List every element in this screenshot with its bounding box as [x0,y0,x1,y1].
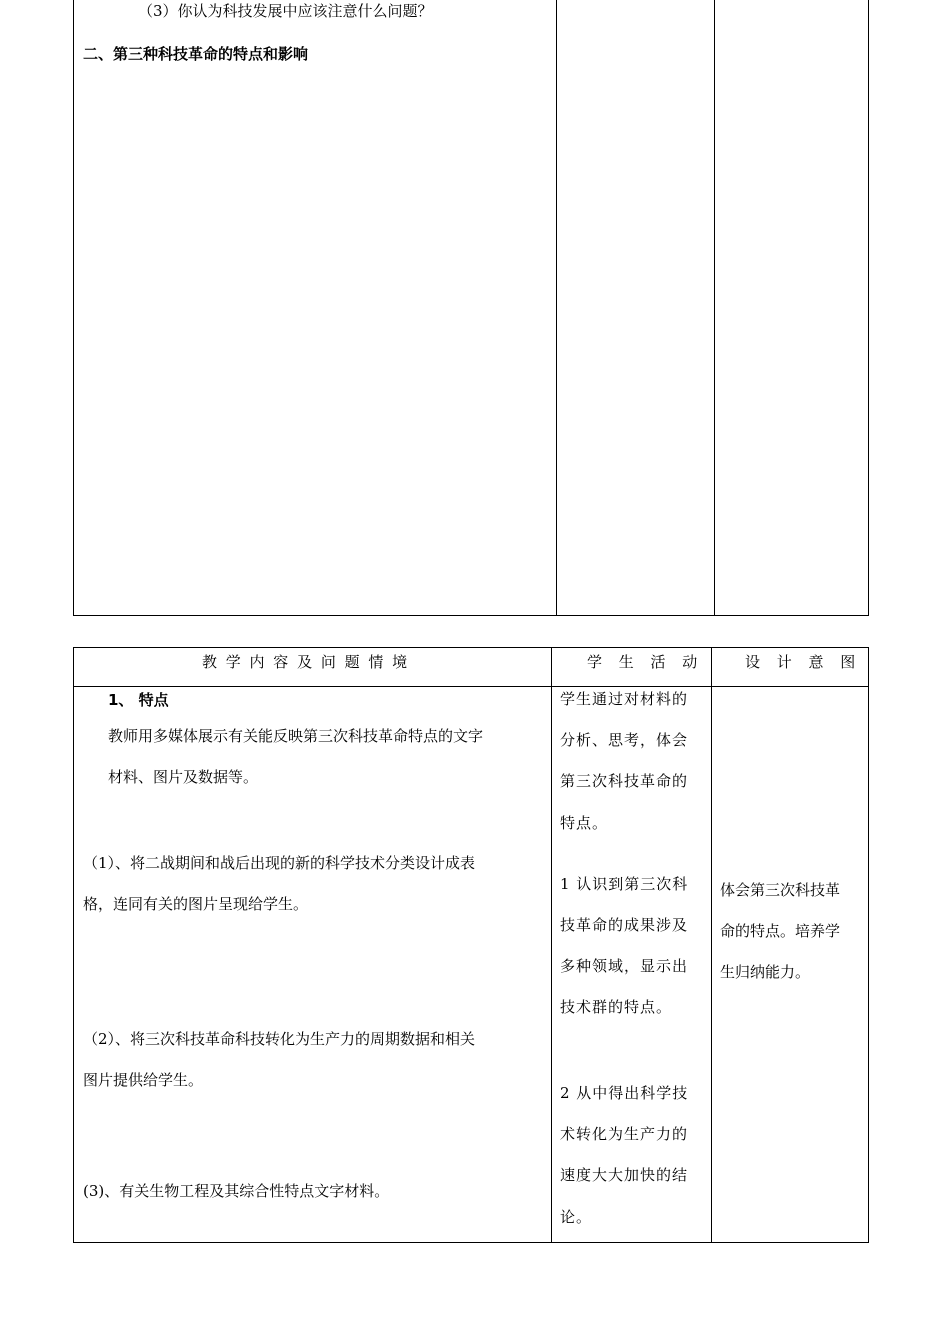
activity-line: 技术群的特点。 [560,998,673,1016]
activity-line: 多种领域，显示出 [560,957,689,975]
content-intro-line-1: 教师用多媒体展示有关能反映第三次科技革命特点的文字 [108,727,484,745]
lesson-table-header-divider [74,686,868,687]
header-design-intent: 设 计 意 图 [745,653,862,671]
content-item-1-line-2: 格，连同有关的图片呈现给学生。 [83,895,309,913]
activity-line: 特点。 [560,814,609,832]
section-2-heading: 二、第三种科技革命的特点和影响 [83,45,309,63]
design-intent-line: 生归纳能力。 [720,963,811,981]
activity-line: 2 从中得出科学技 [560,1084,689,1102]
top-table-col-divider-2 [714,0,715,615]
content-item-3-line-1: (3)、有关生物工程及其综合性特点文字材料。 [83,1182,390,1200]
lesson-table-col-divider-2 [711,648,712,1242]
header-student-activity: 学 生 活 动 [587,653,704,671]
design-intent-line: 体会第三次科技革 [720,881,841,899]
content-intro-line-2: 材料、图片及数据等。 [108,768,259,786]
activity-line: 分析、思考，体会 [560,731,689,749]
header-content: 教 学 内 容 及 问 题 情 境 [202,653,410,671]
activity-line: 术转化为生产力的 [560,1125,689,1143]
content-item-2-line-2: 图片提供给学生。 [83,1071,204,1089]
content-subheading: 1、 特点 [108,691,169,709]
content-item-2-line-1: （2）、将三次科技革命科技转化为生产力的周期数据和相关 [83,1030,476,1048]
activity-line: 论。 [560,1208,593,1226]
activity-line: 1 认识到第三次科 [560,875,689,893]
lesson-table-col-divider-1 [551,648,552,1242]
top-table [73,0,869,616]
lesson-table [73,647,869,1243]
content-item-1-line-1: （1）、将二战期间和战后出现的新的科学技术分类设计成表 [83,854,476,872]
top-table-col-divider-1 [556,0,557,615]
activity-line: 技革命的成果涉及 [560,916,689,934]
activity-line: 速度大大加快的结 [560,1166,689,1184]
activity-line: 第三次科技革命的 [560,772,689,790]
activity-line: 学生通过对材料的 [560,690,689,708]
question-3-text: （3）你认为科技发展中应该注意什么问题？ [138,2,433,20]
design-intent-line: 命的特点。培养学 [720,922,841,940]
